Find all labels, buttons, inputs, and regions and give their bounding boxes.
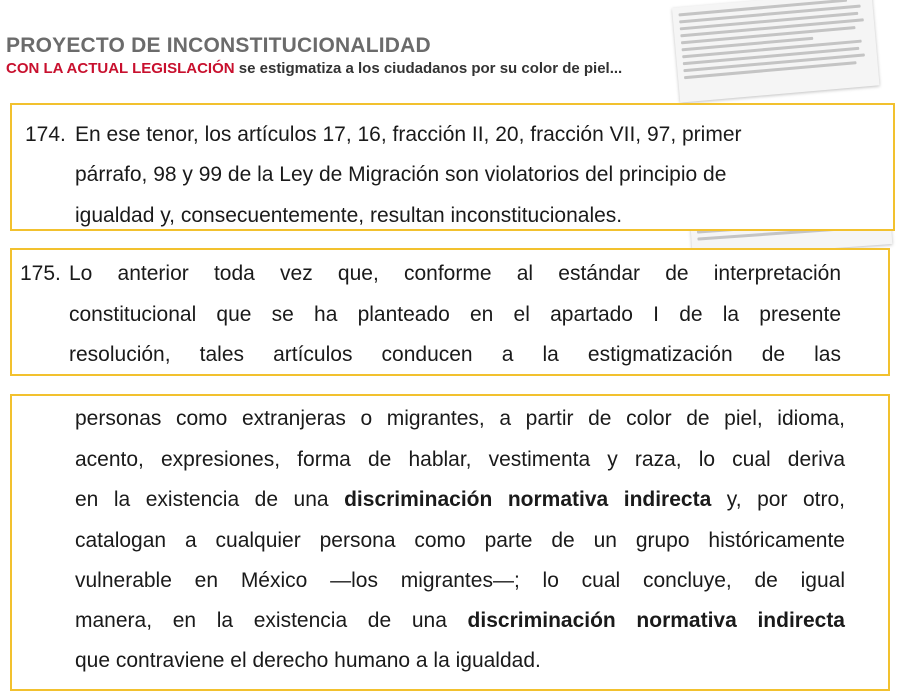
text-run: y, por otro, (711, 488, 845, 511)
paragraph-line: constitucional que se ha planteado en el apartado I de la presente (69, 303, 841, 326)
paragraph-line: que contraviene el derecho humano a la igualdad. (75, 649, 541, 672)
subheadline (6, 60, 622, 77)
text-run: en la existencia de una (75, 488, 345, 511)
paragraph-line: Lo anterior toda vez que, conforme al estándar de interpretación (69, 262, 841, 285)
paragraph-line (75, 488, 845, 512)
paragraph-line: catalogan a cualquier persona como parte de un grupo históricamente (75, 529, 845, 552)
emphasis-text: discriminación normativa indirecta (467, 609, 845, 632)
paragraph-line (75, 609, 845, 633)
paragraph-line: En ese tenor, los artículos 17, 16, fracción II, 20, fracción VII, 97, primer (75, 123, 742, 146)
paragraph-175-continuation-box (10, 394, 890, 691)
paragraph-line: vulnerable en México —los migrantes—; lo cual concluye, de igual (75, 569, 845, 592)
subheadline-highlight: CON LA ACTUAL LEGISLACIÓN (6, 60, 235, 77)
paragraph-174-box (10, 103, 895, 231)
emphasis-text: discriminación normativa indirecta (344, 488, 712, 511)
paragraph-line: personas como extranjeras o migrantes, a partir de color de piel, idioma, (75, 407, 845, 430)
headline: PROYECTO DE INCONSTITUCIONALIDAD (6, 34, 431, 57)
paragraph-line: párrafo, 98 y 99 de la Ley de Migración son violatorios del principio de (75, 163, 727, 186)
paragraph-line: resolución, tales artículos conducen a la estigmatización de las (69, 343, 841, 366)
paragraph-line: acento, expresiones, forma de hablar, vestimenta y raza, lo cual deriva (75, 448, 845, 471)
subheadline-text: se estigmatiza a los ciudadanos por su color de piel... (234, 60, 623, 77)
paragraph-175-box (10, 248, 890, 376)
paragraph-line: igualdad y, consecuentemente, resultan inconstitucionales. (75, 204, 623, 227)
text-run: manera, en la existencia de una (75, 609, 468, 632)
paragraph-number: 175. (20, 262, 61, 285)
document-page-thumbnail (672, 0, 880, 103)
paragraph-number: 174. (25, 123, 66, 146)
